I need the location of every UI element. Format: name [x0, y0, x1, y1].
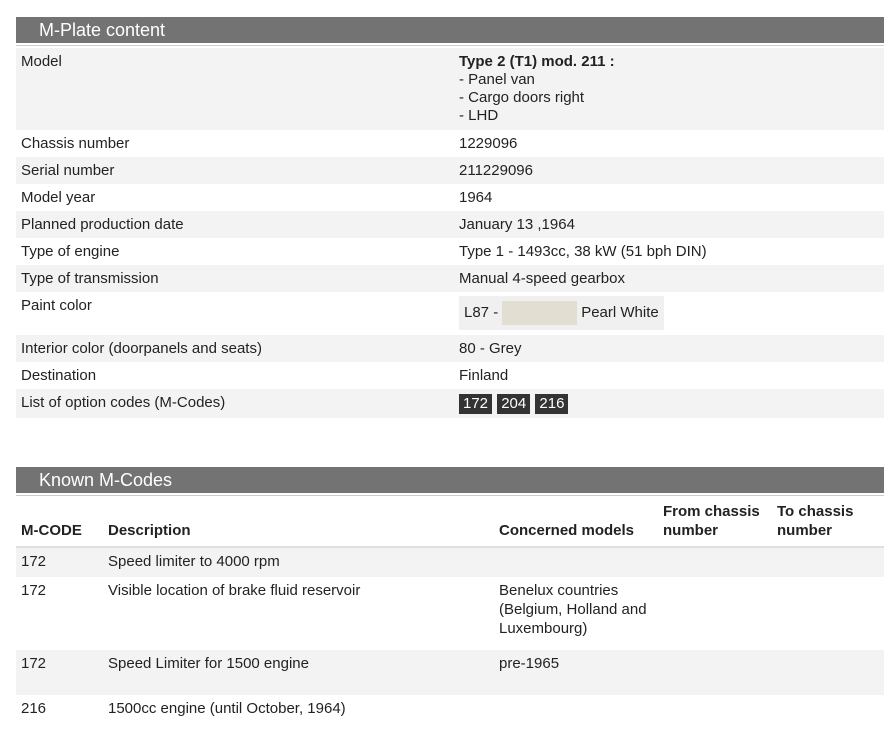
- mplate-row-serial: [16, 157, 884, 184]
- known-table-header-row: [16, 500, 884, 547]
- known-mcodes-table: [16, 500, 884, 724]
- models-cell: pre-1965: [494, 650, 658, 695]
- row-label: Type of engine: [16, 238, 454, 265]
- mplate-row-model-year: [16, 184, 884, 211]
- row-label: Model year: [16, 184, 454, 211]
- row-value: Manual 4-speed gearbox: [454, 265, 884, 292]
- mplate-row-interior: [16, 335, 884, 362]
- to-chassis-cell: [772, 695, 884, 724]
- mcode-cell: 172: [16, 547, 103, 577]
- row-label: Type of transmission: [16, 265, 454, 292]
- mplate-row-model: [16, 48, 884, 130]
- table-row: [16, 695, 884, 724]
- from-chassis-cell: [658, 695, 772, 724]
- models-cell: [494, 547, 658, 577]
- row-value: Finland: [454, 362, 884, 389]
- option-codes: [454, 389, 884, 418]
- from-chassis-cell: [658, 650, 772, 695]
- mplate-row-destination: [16, 362, 884, 389]
- col-header-from-chassis: From chassis number: [658, 500, 772, 547]
- description-cell: Visible location of brake fluid reservoir: [103, 577, 494, 650]
- row-label: List of option codes (M-Codes): [16, 389, 454, 418]
- mcode-badge[interactable]: 204: [497, 394, 530, 414]
- mplate-table: [16, 48, 884, 418]
- row-label: Interior color (doorpanels and seats): [16, 335, 454, 362]
- paint-name: Pearl White: [581, 304, 659, 321]
- known-mcodes-section-header: [16, 467, 884, 493]
- model-value: [454, 48, 884, 130]
- description-cell: 1500cc engine (until October, 1964): [103, 695, 494, 724]
- to-chassis-cell: [772, 577, 884, 650]
- to-chassis-cell: [772, 650, 884, 695]
- mcode-cell: 172: [16, 650, 103, 695]
- to-chassis-cell: [772, 547, 884, 577]
- mplate-header-divider: [16, 45, 884, 46]
- paint-color-box: [459, 296, 664, 330]
- table-row: [16, 547, 884, 577]
- table-row: [16, 650, 884, 695]
- mplate-section-header: [16, 17, 884, 43]
- col-header-to-chassis: To chassis number: [772, 500, 884, 547]
- mplate-row-options: [16, 389, 884, 418]
- description-cell: Speed Limiter for 1500 engine: [103, 650, 494, 695]
- known-mcodes-title: Known M-Codes: [39, 470, 173, 490]
- mcode-badge[interactable]: 216: [535, 394, 568, 414]
- mplate-row-transmission: [16, 265, 884, 292]
- model-line: - Panel van: [459, 71, 535, 88]
- row-value: 1964: [454, 184, 884, 211]
- mplate-row-paint: [16, 292, 884, 335]
- col-header-mcode: M-CODE: [16, 500, 103, 547]
- row-label: Planned production date: [16, 211, 454, 238]
- row-label: Serial number: [16, 157, 454, 184]
- paint-swatch: [502, 301, 577, 325]
- from-chassis-cell: [658, 577, 772, 650]
- row-label: Paint color: [16, 292, 454, 335]
- mplate-row-production-date: [16, 211, 884, 238]
- mplate-row-chassis: [16, 130, 884, 157]
- mplate-row-engine: [16, 238, 884, 265]
- model-type: Type 2 (T1) mod. 211 :: [459, 53, 615, 70]
- mcode-badge[interactable]: 172: [459, 394, 492, 414]
- row-label: Chassis number: [16, 130, 454, 157]
- models-cell: [494, 695, 658, 724]
- row-value: 211229096: [454, 157, 884, 184]
- paint-value: [454, 292, 884, 335]
- col-header-models: Concerned models: [494, 500, 658, 547]
- from-chassis-cell: [658, 547, 772, 577]
- mcode-cell: 172: [16, 577, 103, 650]
- model-line: - Cargo doors right: [459, 89, 585, 106]
- mcode-cell: 216: [16, 695, 103, 724]
- col-header-description: Description: [103, 500, 494, 547]
- row-label: Destination: [16, 362, 454, 389]
- row-value: Type 1 - 1493cc, 38 kW (51 bph DIN): [454, 238, 884, 265]
- table-row: [16, 577, 884, 650]
- known-header-divider: [16, 495, 884, 496]
- row-value: 80 - Grey: [454, 335, 884, 362]
- row-value: 1229096: [454, 130, 884, 157]
- row-value: January 13 ,1964: [454, 211, 884, 238]
- mplate-title: M-Plate content: [39, 20, 166, 40]
- models-cell: Benelux countries (Belgium, Holland and Luxembourg): [494, 577, 658, 650]
- description-cell: Speed limiter to 4000 rpm: [103, 547, 494, 577]
- paint-code: L87 -: [464, 304, 499, 321]
- model-line: - LHD: [459, 107, 499, 124]
- row-label: Model: [16, 48, 454, 130]
